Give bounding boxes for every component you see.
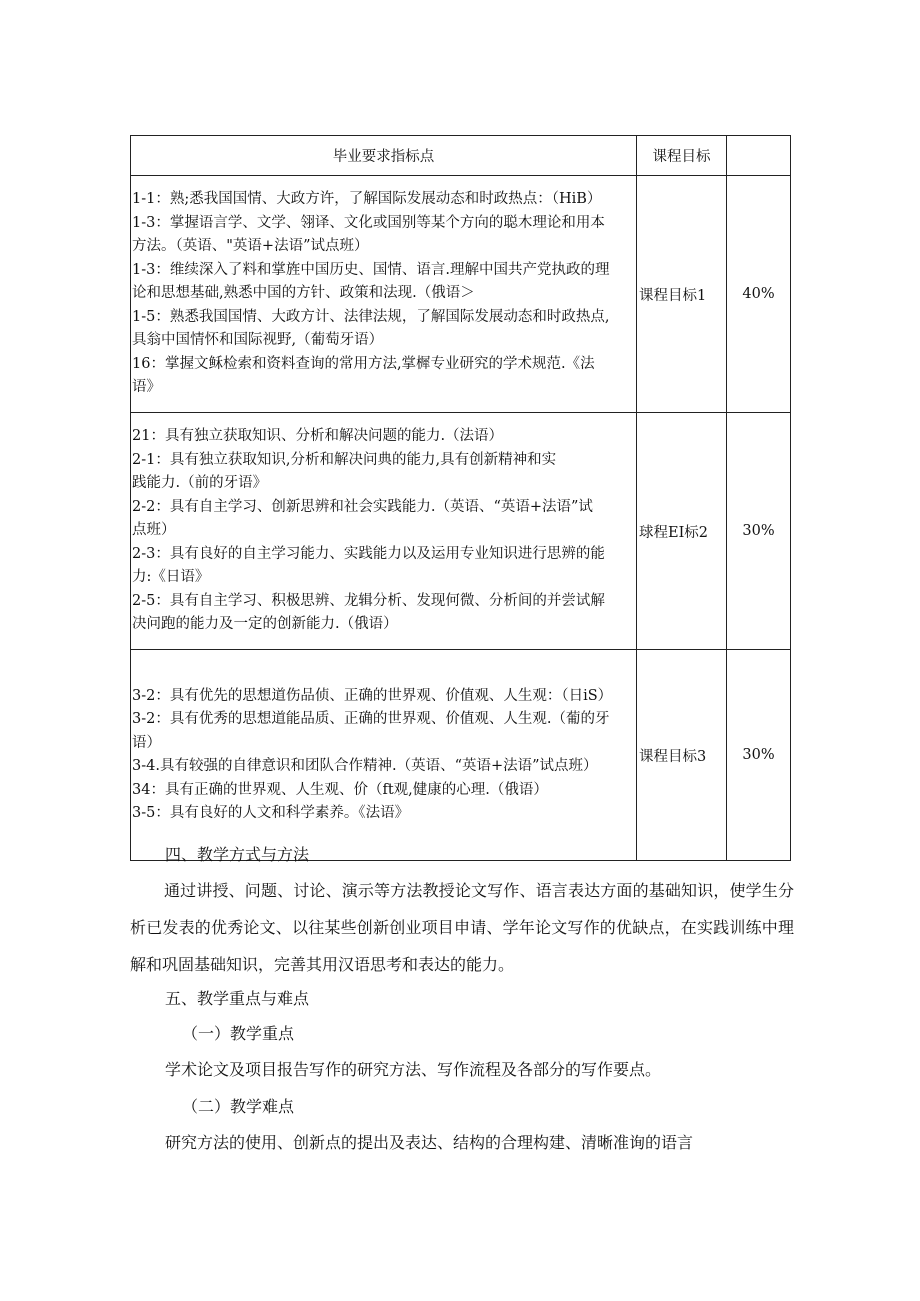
teaching-methods-paragraph: 通过讲授、问题、讨论、演示等方法教授论文写作、语言表达方面的基础知识，使学生分析已发表的优秀论文、以往某些创新创业项目申请、学年论文写作的优缺点，在实践训练中理解和巩固基础知识，完善其用汉语思考和表达的能力。	[130, 881, 794, 974]
course-target-cell: 课程目标3	[637, 650, 727, 861]
requirement-line: 2-2：具有自主学习、创新思辨和社会实践能力.（英语、“英语+法语”试	[132, 498, 593, 515]
requirement-line: 践能力.（前的牙语》	[132, 475, 268, 492]
requirement-points-cell	[131, 650, 637, 861]
requirement-line: 2-3：具有良好的自主学习能力、实践能力以及运用专业知识进行思辨的能	[132, 545, 605, 562]
graduation-requirements-table	[130, 135, 791, 861]
requirement-line: 具翁中国情怀和国际视野,（葡萄牙语）	[132, 332, 384, 349]
requirement-line: 16：掌握文稣检索和资料查询的常用方法,掌樨专业研究的学术规范.《法	[132, 355, 595, 372]
requirement-line: 力:《日语》	[132, 569, 210, 586]
header-weight	[727, 136, 791, 176]
table-row	[131, 650, 791, 861]
header-requirement-points: 毕业要求指标点	[131, 136, 637, 176]
requirement-points-cell	[131, 176, 637, 413]
weight-cell: 40%	[727, 176, 791, 413]
requirement-line: 点班）	[132, 522, 176, 539]
course-target-cell: 课程目标1	[637, 176, 727, 413]
requirement-line: 方法。（英语、"英语+法语”试点班）	[132, 238, 369, 255]
requirement-points-cell	[131, 413, 637, 650]
header-course-target: 课程目标	[637, 136, 727, 176]
course-target-cell: 球程EI标2	[637, 413, 727, 650]
requirement-line: 1-3：维续深入了料和掌旌中国历史、国情、语言.理解中国共产党执政的理	[132, 261, 610, 278]
requirement-line: 决问跑的能力及一定的创新能力.（俄语）	[132, 616, 398, 633]
weight-cell: 30%	[727, 413, 791, 650]
requirement-line: 2-5：具有自主学习、积极思辨、龙辑分析、发现何微、分析间的并尝试解	[132, 592, 605, 609]
subheading-teaching-focus: （一）教学重点	[182, 1024, 295, 1043]
requirement-line: 21：具有独立获取知识、分析和解决问题的能力.（法语）	[132, 428, 504, 445]
table-row	[131, 413, 791, 650]
requirement-line: 1-5：熟悉我国国情、大政方计、法律法规，了解国际发展动态和时政热点,	[132, 308, 610, 325]
section-heading-teaching-methods: 四、教学方式与方法	[165, 845, 310, 864]
section-heading-key-points: 五、教学重点与难点	[165, 989, 310, 1008]
teaching-focus-text: 学术论文及项目报告写作的研究方法、写作流程及各部分的写作要点。	[165, 1060, 662, 1079]
requirement-line: 3-2：具有优秀的思想道能品质、正确的世界观、价值观、人生观.（葡的牙	[132, 711, 610, 727]
requirement-line: 论和思想基础,熟悉中国的方针、政策和法现.（俄语＞	[132, 285, 475, 302]
requirement-line: 1-1：熟;悉我国国情、大政方许，了解国际发展动态和时政热点：（HiB）	[132, 191, 602, 208]
requirement-line: 3-4.具有较强的自律意识和团队合作精神.（英语、“英语+法语”试点班）	[132, 758, 598, 774]
requirement-line: 3-5：具有良好的人文和科学素养。《法语》	[132, 805, 410, 821]
requirement-line: 3-2：具有优先的思想道伤品侦、正确的世界观、价值观、人生观：（日iS）	[132, 687, 613, 704]
requirement-line: 语》	[132, 379, 161, 396]
weight-cell: 30%	[727, 650, 791, 861]
requirement-line: 2-1：具有独立获取知识,分析和解决问典的能力,具有创新精神和实	[132, 451, 557, 468]
table-header-row	[131, 136, 791, 176]
requirement-line: 1-3：掌握语言学、文学、翎译、文化或国别等某个方向的聪木理论和用本	[132, 214, 605, 231]
requirement-line: 34：具有正确的世界观、人生观、价（ft观,健康的心理.（俄语）	[132, 781, 548, 798]
teaching-difficulty-text: 研究方法的使用、创新点的提出及表达、结构的合理构建、清晰准询的语言	[165, 1133, 694, 1152]
table-row	[131, 176, 791, 413]
subheading-teaching-difficulty: （二）教学难点	[182, 1097, 295, 1116]
requirement-line: 语）	[132, 734, 161, 751]
